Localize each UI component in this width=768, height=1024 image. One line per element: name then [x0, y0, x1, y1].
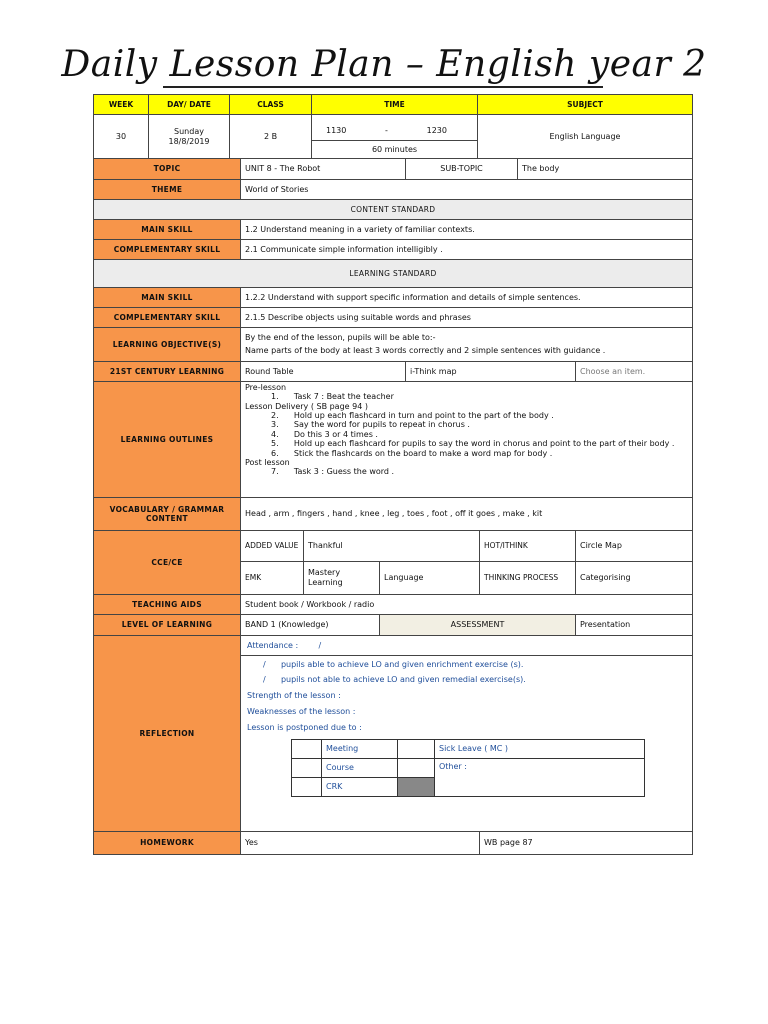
cs-comp-skill-label: COMPLEMENTARY SKILL: [94, 240, 241, 260]
choose-item-dropdown[interactable]: Choose an item.: [576, 362, 693, 382]
objectives-line-2: Name parts of the body at least 3 words correctly and 2 simple sentences with guidance .: [245, 346, 606, 355]
objectives-line-1: By the end of the lesson, pupils will be able to:-: [245, 333, 436, 342]
level-value: BAND 1 (Knowledge): [241, 615, 380, 636]
outlines-cell: [241, 382, 693, 498]
crk-shaded-cell: [398, 778, 435, 797]
time-header: TIME: [312, 95, 478, 115]
time-cell: [312, 115, 478, 159]
added-value-label: ADDED VALUE: [241, 531, 304, 562]
date-value: 18/8/2019: [168, 136, 210, 146]
assessment-value: Presentation: [576, 615, 693, 636]
cs-comp-skill-value: 2.1 Communicate simple information intelligibly .: [241, 240, 693, 260]
lesson-table: [93, 158, 693, 855]
outline-item: 6. Stick the flashcards on the board to make a word map for body .: [271, 448, 553, 458]
ls-main-skill-label: MAIN SKILL: [94, 288, 241, 308]
topic-value: UNIT 8 - The Robot: [241, 159, 406, 180]
hot-ithink-value: Circle Map: [576, 531, 693, 562]
subtopic-label: SUB-TOPIC: [406, 159, 518, 180]
class-value: 2 B: [230, 115, 312, 159]
outline-pre-lesson: Pre-lesson: [245, 383, 287, 392]
attendance-line: Attendance : /: [241, 636, 693, 656]
enrichment-line: / pupils able to achieve LO and given enrichment exercise (s).: [263, 660, 524, 669]
subtopic-value: The body: [518, 159, 693, 180]
duration-value: 60 minutes: [371, 144, 418, 154]
page-title: Daily Lesson Plan – English year 2: [61, 44, 707, 85]
topic-label: TOPIC: [94, 159, 241, 180]
vocab-label: VOCABULARY / GRAMMAR CONTENT: [94, 498, 241, 531]
subject-value: English Language: [478, 115, 693, 159]
ls-comp-skill-label: COMPLEMENTARY SKILL: [94, 308, 241, 328]
header-table: [93, 94, 693, 159]
vocab-value: Head , arm , fingers , hand , knee , leg , toes , foot , off it goes , make , kit: [241, 498, 693, 531]
objectives-label: LEARNING OBJECTIVE(S): [94, 328, 241, 362]
aids-label: TEACHING AIDS: [94, 595, 241, 615]
learning-standard-heading: LEARNING STANDARD: [94, 260, 693, 288]
other-checkbox[interactable]: [398, 759, 435, 778]
day-date-cell: [149, 115, 230, 159]
content-standard-heading: CONTENT STANDARD: [94, 200, 693, 220]
added-value: Thankful: [304, 531, 480, 562]
century-label: 21ST CENTURY LEARNING: [94, 362, 241, 382]
outline-item: 1. Task 7 : Beat the teacher: [271, 392, 394, 402]
outline-post-lesson: Post lesson: [245, 457, 290, 467]
meeting-label: Meeting: [322, 740, 398, 759]
homework-page: WB page 87: [480, 832, 693, 855]
reflection-cell: [241, 656, 693, 832]
emk-value-2: Language: [380, 562, 480, 595]
time-separator: -: [385, 125, 388, 135]
ls-main-skill-value: 1.2.2 Understand with support specific information and details of simple sentences.: [241, 288, 693, 308]
week-value: 30: [94, 115, 149, 159]
outline-item: 7. Task 3 : Guess the word .: [271, 467, 395, 477]
outlines-label: LEARNING OUTLINES: [94, 382, 241, 498]
title-underline: [163, 86, 603, 88]
time-end: 1230: [426, 125, 447, 135]
homework-label: HOMEWORK: [94, 832, 241, 855]
thinking-process-label: THINKING PROCESS: [480, 562, 576, 595]
remedial-line: / pupils not able to achieve LO and given remedial exercise(s).: [263, 675, 526, 684]
level-label: LEVEL OF LEARNING: [94, 615, 241, 636]
homework-value: Yes: [241, 832, 480, 855]
other-label: Other :: [435, 759, 645, 797]
outline-item: 5. Hold up each flashcard for pupils to say the word in chorus and point to the part of their body .: [271, 439, 675, 449]
cce-label: CCE/CE: [94, 531, 241, 595]
century-value: Round Table: [241, 362, 406, 382]
day-value: Sunday: [174, 126, 204, 136]
hot-ithink-label: HOT/ITHINK: [480, 531, 576, 562]
weakness-line: Weaknesses of the lesson :: [247, 707, 356, 716]
outline-item: 3. Say the word for pupils to repeat in chorus .: [271, 420, 470, 430]
postponed-line: Lesson is postponed due to :: [247, 723, 362, 732]
ithink-value: i-Think map: [406, 362, 576, 382]
thinking-process-value: Categorising: [576, 562, 693, 595]
time-start: 1130: [326, 125, 347, 135]
theme-label: THEME: [94, 180, 241, 200]
assessment-label: ASSESSMENT: [380, 615, 576, 636]
aids-value: Student book / Workbook / radio: [241, 595, 693, 615]
outline-item: 4. Do this 3 or 4 times .: [271, 429, 378, 439]
sick-leave-checkbox[interactable]: [398, 740, 435, 759]
ls-comp-skill-value: 2.1.5 Describe objects using suitable words and phrases: [241, 308, 693, 328]
cs-main-skill-label: MAIN SKILL: [94, 220, 241, 240]
crk-checkbox[interactable]: [292, 778, 322, 797]
outline-lesson-delivery: Lesson Delivery ( SB page 94 ): [245, 401, 368, 411]
meeting-checkbox[interactable]: [292, 740, 322, 759]
course-label: Course: [322, 759, 398, 778]
postponed-reasons-table: [291, 739, 645, 797]
theme-value: World of Stories: [241, 180, 693, 200]
emk-label: EMK: [241, 562, 304, 595]
reflection-label: REFLECTION: [94, 636, 241, 832]
week-header: WEEK: [94, 95, 149, 115]
day-date-header: DAY/ DATE: [149, 95, 230, 115]
course-checkbox[interactable]: [292, 759, 322, 778]
subject-header: SUBJECT: [478, 95, 693, 115]
sick-leave-label: Sick Leave ( MC ): [435, 740, 645, 759]
class-header: CLASS: [230, 95, 312, 115]
crk-label: CRK: [322, 778, 398, 797]
objectives-cell: [241, 328, 693, 362]
emk-value: Mastery Learning: [304, 562, 380, 595]
cs-main-skill-value: 1.2 Understand meaning in a variety of familiar contexts.: [241, 220, 693, 240]
strength-line: Strength of the lesson :: [247, 691, 341, 700]
outline-item: 2. Hold up each flashcard in turn and point to the part of the body .: [271, 411, 554, 421]
